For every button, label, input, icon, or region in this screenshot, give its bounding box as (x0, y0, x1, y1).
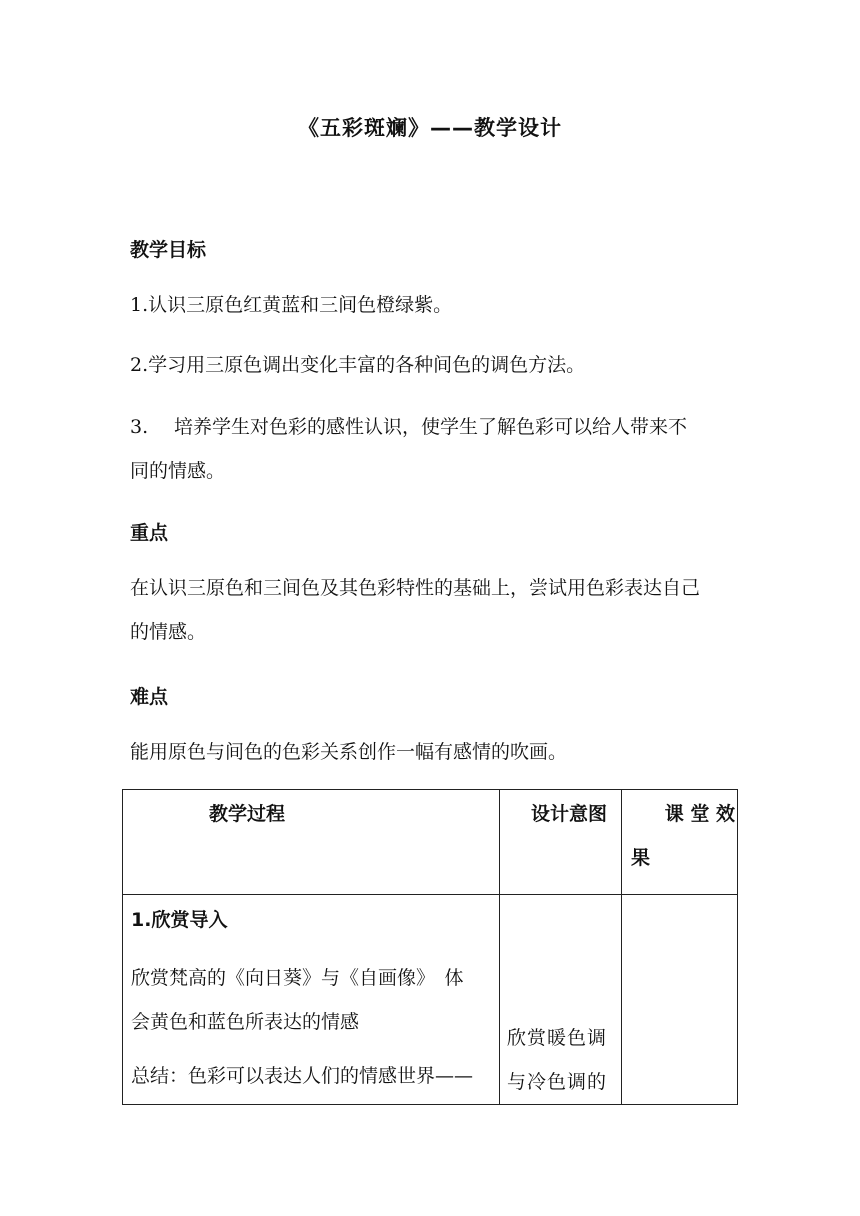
row1-process-text (131, 956, 493, 1098)
objective-item-2: 2.学习用三原色调出变化丰富的各种间色的调色方法。 (130, 354, 586, 376)
document-title: 《五彩斑斓》——教学设计 (298, 116, 562, 140)
header-intent: 设计意图 (531, 803, 608, 825)
row1-process-line1: 欣赏梵高的《向日葵》与《自画像》 体 (131, 967, 464, 989)
header-process: 教学过程 (209, 803, 286, 825)
objective-item-3 (130, 405, 740, 493)
table-divider-col-2 (621, 790, 622, 1104)
key-point-line1: 在认识三原色和三间色及其色彩特性的基础上，尝试用色彩表达自己 (130, 577, 701, 599)
row1-intent-line2: 与冷色调的 (507, 1071, 608, 1093)
teaching-process-table (122, 789, 738, 1105)
row1-section-title: 1.欣赏导入 (131, 909, 228, 931)
row1-process-line2: 会黄色和蓝色所表达的情感 (131, 1011, 360, 1033)
objective-item-1: 1.认识三原色红黄蓝和三间色橙绿紫。 (130, 294, 453, 316)
objectives-heading: 教学目标 (130, 239, 207, 261)
header-effect-line1: 课 堂 效 (664, 803, 735, 825)
key-point-text (130, 566, 740, 654)
objective-item-3-number: 3. (130, 416, 149, 438)
objective-item-3-line1: 培养学生对色彩的感性认识，使学生了解色彩可以给人带来不 (174, 416, 688, 438)
table-header-divider (123, 894, 737, 895)
header-effect-line2: 果 (631, 847, 651, 869)
table-divider-col-1 (499, 790, 500, 1104)
objective-item-3-line2: 同的情感。 (130, 460, 226, 482)
row1-process-line3: 总结：色彩可以表达人们的情感世界—— (131, 1065, 474, 1087)
difficulty-text: 能用原色与间色的色彩关系创作一幅有感情的吹画。 (130, 741, 568, 763)
row1-intent-text (507, 1016, 617, 1104)
key-point-heading: 重点 (130, 522, 169, 544)
key-point-line2: 的情感。 (130, 621, 207, 643)
row1-intent-line1: 欣赏暖色调 (507, 1027, 608, 1049)
header-effect (631, 792, 735, 880)
difficulty-heading: 难点 (130, 686, 169, 708)
